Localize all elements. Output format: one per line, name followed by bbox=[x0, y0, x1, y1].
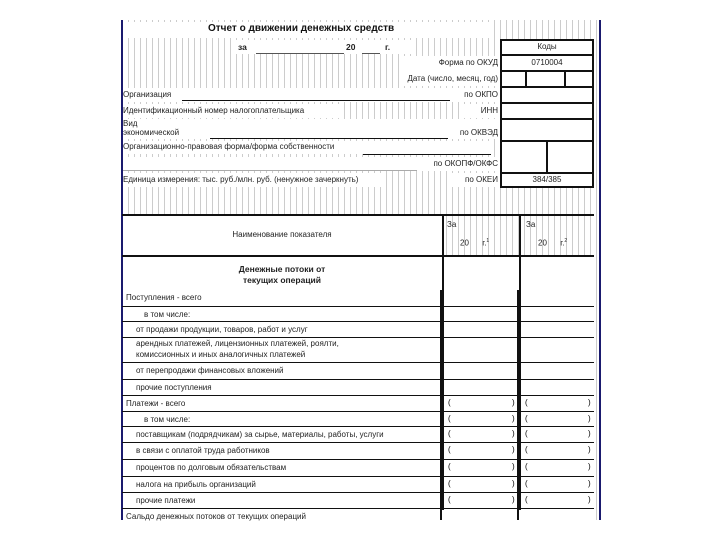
value-cell-1[interactable] bbox=[444, 396, 519, 411]
org-label: Организация bbox=[123, 90, 172, 99]
opf-label: Организационно-правовая форма/форма собственности bbox=[123, 142, 335, 151]
inn-left-label: Идентификационный номер налогоплательщика bbox=[123, 106, 305, 115]
period-g: г. bbox=[385, 42, 391, 52]
value-cell-2[interactable] bbox=[521, 509, 594, 520]
col2-za: За bbox=[526, 220, 536, 229]
inn-label: ИНН bbox=[480, 106, 498, 115]
col2-year: 20 г.$^2$ bbox=[538, 238, 568, 248]
value-cell-2[interactable] bbox=[521, 412, 594, 426]
row-label: в том числе: bbox=[144, 310, 191, 319]
row-label: процентов по долговым обязательствам bbox=[136, 463, 287, 472]
col-name-header: Наименование показателя bbox=[232, 230, 332, 239]
table-row bbox=[122, 322, 594, 338]
value-cell-2[interactable] bbox=[521, 477, 594, 492]
activity-label-2: экономической bbox=[123, 128, 180, 137]
activity-input[interactable] bbox=[210, 138, 448, 139]
value-cell-2[interactable] bbox=[521, 290, 594, 306]
section-title-1: Денежные потоки от bbox=[238, 264, 326, 274]
okei-code[interactable]: 384/385 bbox=[532, 175, 562, 184]
row-label: прочие поступления bbox=[136, 383, 212, 392]
activity-label-1: Вид bbox=[123, 119, 138, 128]
table-row: поставщикам (подрядчикам) за сырье, материалы, работы, услуги ( ) ( ) bbox=[122, 427, 594, 443]
period-za: за bbox=[238, 42, 247, 52]
value-cell-1[interactable] bbox=[444, 363, 519, 379]
row-label: в связи с оплатой труда работников bbox=[136, 446, 270, 455]
okud-code[interactable]: 0710004 bbox=[531, 58, 563, 67]
value-cell-1[interactable] bbox=[444, 477, 519, 492]
value-cell-1[interactable] bbox=[444, 460, 519, 476]
value-cell-1[interactable] bbox=[444, 380, 519, 395]
table-row bbox=[122, 307, 594, 322]
period-year: 20 bbox=[346, 42, 356, 52]
value-cell-1[interactable] bbox=[444, 443, 519, 459]
year-input[interactable] bbox=[362, 53, 380, 54]
row-label: Сальдо денежных потоков от текущих операций bbox=[126, 512, 306, 521]
codes-label: Коды bbox=[537, 42, 557, 51]
table-row: в том числе: ( ) ( ) bbox=[122, 412, 594, 427]
section-title-2: текущих операций bbox=[242, 275, 321, 285]
value-cell-2[interactable] bbox=[521, 338, 594, 362]
value-cell-2[interactable] bbox=[521, 307, 594, 321]
row-label: от продажи продукции, товаров, работ и услуг bbox=[136, 325, 308, 334]
row-label: прочие платежи bbox=[136, 496, 196, 505]
value-cell-2[interactable] bbox=[521, 396, 594, 411]
value-cell-2[interactable] bbox=[521, 493, 594, 508]
value-cell-2[interactable] bbox=[521, 363, 594, 379]
row-label: поставщикам (подрядчикам) за сырье, материалы, работы, услуги bbox=[136, 430, 384, 439]
value-cell-1[interactable] bbox=[444, 307, 519, 321]
row-label: Поступления - всего bbox=[126, 293, 202, 302]
value-cell-2[interactable] bbox=[521, 460, 594, 476]
unit-label: Единица измерения: тыс. руб./млн. руб. (ненужное зачеркнуть) bbox=[123, 175, 359, 184]
row-label: налога на прибыль организаций bbox=[136, 480, 256, 489]
row-label-2: комиссионных и иных аналогичных платежей bbox=[136, 350, 306, 359]
value-cell-1[interactable] bbox=[444, 427, 519, 442]
table-row: процентов по долговым обязательствам ( ) ( ) bbox=[122, 460, 594, 477]
okei-label: по ОКЕИ bbox=[465, 175, 498, 184]
okopf-label: по ОКОПФ/ОКФС bbox=[433, 159, 498, 168]
table-row: в связи с оплатой труда работников ( ) ( ) bbox=[122, 443, 594, 460]
value-cell-1[interactable] bbox=[444, 322, 519, 337]
table-row bbox=[122, 290, 594, 307]
table-row bbox=[122, 363, 594, 380]
table-row bbox=[122, 509, 594, 520]
table-row: налога на прибыль организаций ( ) ( ) bbox=[122, 477, 594, 493]
opf-input[interactable] bbox=[363, 154, 491, 155]
okved-label: по ОКВЭД bbox=[459, 128, 498, 137]
row-label: от перепродажи финансовых вложений bbox=[136, 366, 284, 375]
table-row: Платежи - всего ( ) ( ) bbox=[122, 396, 594, 412]
date-label: Дата (число, месяц, год) bbox=[407, 74, 498, 83]
col1-za: За bbox=[447, 220, 457, 229]
table-row bbox=[122, 338, 594, 363]
row-label: в том числе: bbox=[144, 415, 191, 424]
period-input[interactable] bbox=[256, 53, 344, 54]
form-title: Отчет о движении денежных средств bbox=[208, 23, 395, 34]
okud-label: Форма по ОКУД bbox=[438, 58, 498, 67]
value-cell-2[interactable] bbox=[521, 380, 594, 395]
value-cell-1[interactable] bbox=[444, 290, 519, 306]
table-row bbox=[122, 380, 594, 396]
value-cell-1[interactable] bbox=[444, 412, 519, 426]
value-cell-2[interactable] bbox=[521, 427, 594, 442]
value-cell-1[interactable] bbox=[444, 509, 519, 520]
org-input[interactable] bbox=[182, 100, 450, 101]
value-cell-2[interactable] bbox=[521, 322, 594, 337]
col1-year: 20 г.$^1$ bbox=[460, 238, 490, 248]
value-cell-1[interactable] bbox=[444, 338, 519, 362]
row-label: арендных платежей, лицензионных платежей, роялти, bbox=[136, 339, 339, 348]
value-cell-2[interactable] bbox=[521, 443, 594, 459]
row-label: Платежи - всего bbox=[126, 399, 186, 408]
okpo-label: по ОКПО bbox=[464, 90, 498, 99]
value-cell-1[interactable] bbox=[444, 493, 519, 508]
table-row: прочие платежи ( ) ( ) bbox=[122, 493, 594, 509]
